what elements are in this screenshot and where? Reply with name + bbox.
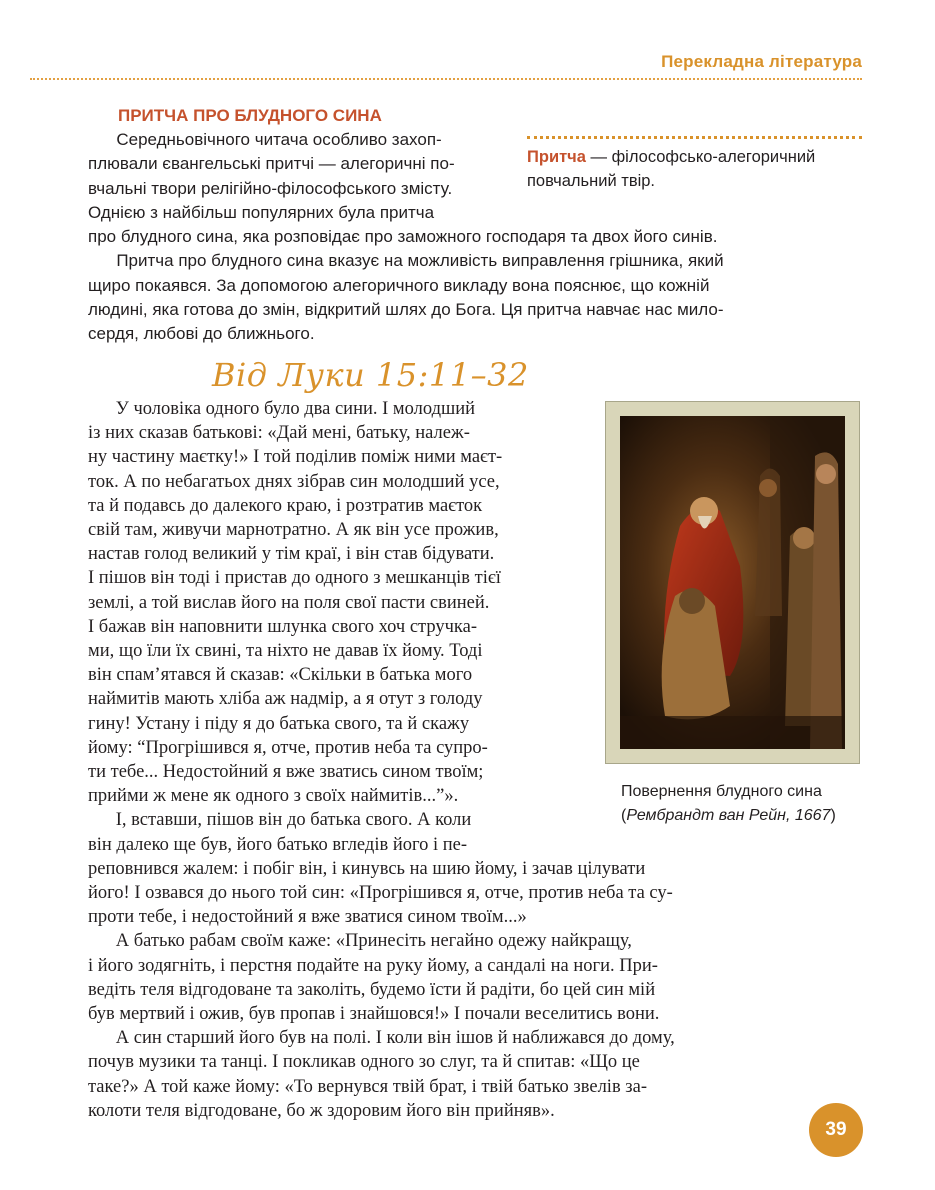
parable-line: із них сказав батькові: «Дай мені, батьку, належ- <box>88 423 470 444</box>
parable-line: ну частину маєтку!» І той поділив поміж ними маєт- <box>88 447 503 468</box>
parable-line: проти тебе, і недостойний я вже зватися сином твоїм...» <box>88 907 527 928</box>
parable-line: ти тебе... Недостойний я вже зватись сином твоїм; <box>88 762 484 783</box>
intro-text <box>88 128 724 347</box>
intro-line: сердя, любові до ближнього. <box>88 324 315 344</box>
caption-close-paren: ) <box>830 807 836 824</box>
parable-line: ток. А по небагатьох днях зібрав син молодший усе, <box>88 471 500 492</box>
parable-line: він далеко ще був, його батько вгледів його і пе- <box>88 834 468 855</box>
caption-title: Повернення блудного сина <box>621 783 822 800</box>
parable-line: його! І озвався до нього той син: «Прогрішився я, отче, против неба та су- <box>88 883 673 904</box>
painting-caption <box>621 780 836 828</box>
parable-line: гину! Устану і піду я до батька свого, та й скажу <box>88 713 470 734</box>
parable-line: колоти теля відгодоване, бо ж здоровим його він прийняв». <box>88 1100 555 1121</box>
parable-line: настав голод великий у тім краї, і він став бідувати. <box>88 544 495 565</box>
header-divider <box>30 78 862 80</box>
parable-line: та й подавсь до далекого краю, і розтратив маєток <box>88 495 483 516</box>
scripture-title: Від Луки 15:11–32 <box>212 356 529 394</box>
caption-open-paren: ( <box>621 807 627 824</box>
parable-line: А син старший його був на полі. І коли він ішов й наближався до дому, <box>88 1028 675 1049</box>
parable-line: І, вставши, пішов він до батька свого. А коли <box>88 810 472 831</box>
section-title: ПРИТЧА ПРО БЛУДНОГО СИНА <box>118 106 382 125</box>
parable-line: почув музики та танці. І покликав одного зо слуг, та й спитав: «Що це <box>88 1052 640 1073</box>
parable-line: він спам’ятався й сказав: «Скільки в батька мого <box>88 665 473 686</box>
definition-term: Притча <box>527 148 586 166</box>
caption-author: Рембрандт ван Рейн, 1667 <box>626 807 831 824</box>
intro-line: щиро покаявся. За допомогою алегоричного викладу вона пояснює, що кожній <box>88 275 710 295</box>
parable-line: ведіть теля відгодоване та заколіть, будемо їсти й радіти, бо цей син мій <box>88 979 656 1000</box>
parable-line: І пішов він тоді і пристав до одного з мешканців тієї <box>88 568 501 589</box>
parable-line: реповнився жалем: і побіг він, і кинувсь на шию йому, і зачав цілувати <box>88 858 646 879</box>
parable-line: свій там, живучи марнотратно. А як він усе прожив, <box>88 520 499 541</box>
parable-line: А батько рабам своїм каже: «Принесіть негайно одежу найкращу, <box>88 931 632 952</box>
page-number: 39 <box>809 1103 863 1157</box>
parable-line: ми, що їли їх свині, та ніхто не давав їх йому. Тоді <box>88 641 483 662</box>
parable-line: У чоловіка одного було два сини. І молодший <box>88 399 476 419</box>
parable-line: землі, а той вислав його на поля свої пасти свиней. <box>88 592 490 613</box>
parable-line: наймитів мають хліба аж надмір, а я отут з голоду <box>88 689 483 710</box>
parable-line: був мертвий і ожив, був пропав і знайшовся!» І почали веселитись вони. <box>88 1004 660 1025</box>
intro-line: плювали євангельські притчі — алегоричні по- <box>88 154 455 174</box>
parable-line: і його зодягніть, і перстня подайте на руку йому, а сандалі на ноги. При- <box>88 955 658 976</box>
parable-line: прийми ж мене як одного з своїх наймитів...”». <box>88 786 459 807</box>
definition-text: — філософсько-алегоричний повчальний твір. <box>527 148 816 190</box>
parable-line: йому: “Прогрішився я, отче, против неба та супро- <box>88 737 488 758</box>
parable-line: І бажав він наповнити шлунка свого хоч стручка- <box>88 616 477 637</box>
intro-line: вчальні твори релігійно-філософського змісту. <box>88 178 453 198</box>
intro-line: Притча про блудного сина вказує на можливість виправлення грішника, який <box>88 251 724 271</box>
intro-line: Середньовічного читача особливо захоп- <box>88 130 442 149</box>
parable-line: таке?» А той каже йому: «То вернувся твій брат, і твій батько звелів за- <box>88 1076 647 1097</box>
parable-text <box>88 397 675 1123</box>
intro-line: про блудного сина, яка розповідає про заможного господаря та двох його синів. <box>88 227 718 247</box>
painting-frame <box>605 401 860 764</box>
intro-line: людині, яка готова до змін, відкритий шлях до Бога. Ця притча навчає нас мило- <box>88 300 724 320</box>
caption-author-line <box>621 804 836 828</box>
painting-image <box>620 416 845 749</box>
section-header: Перекладна література <box>661 52 862 71</box>
intro-line: Однією з найбільш популярних була притча <box>88 202 435 222</box>
